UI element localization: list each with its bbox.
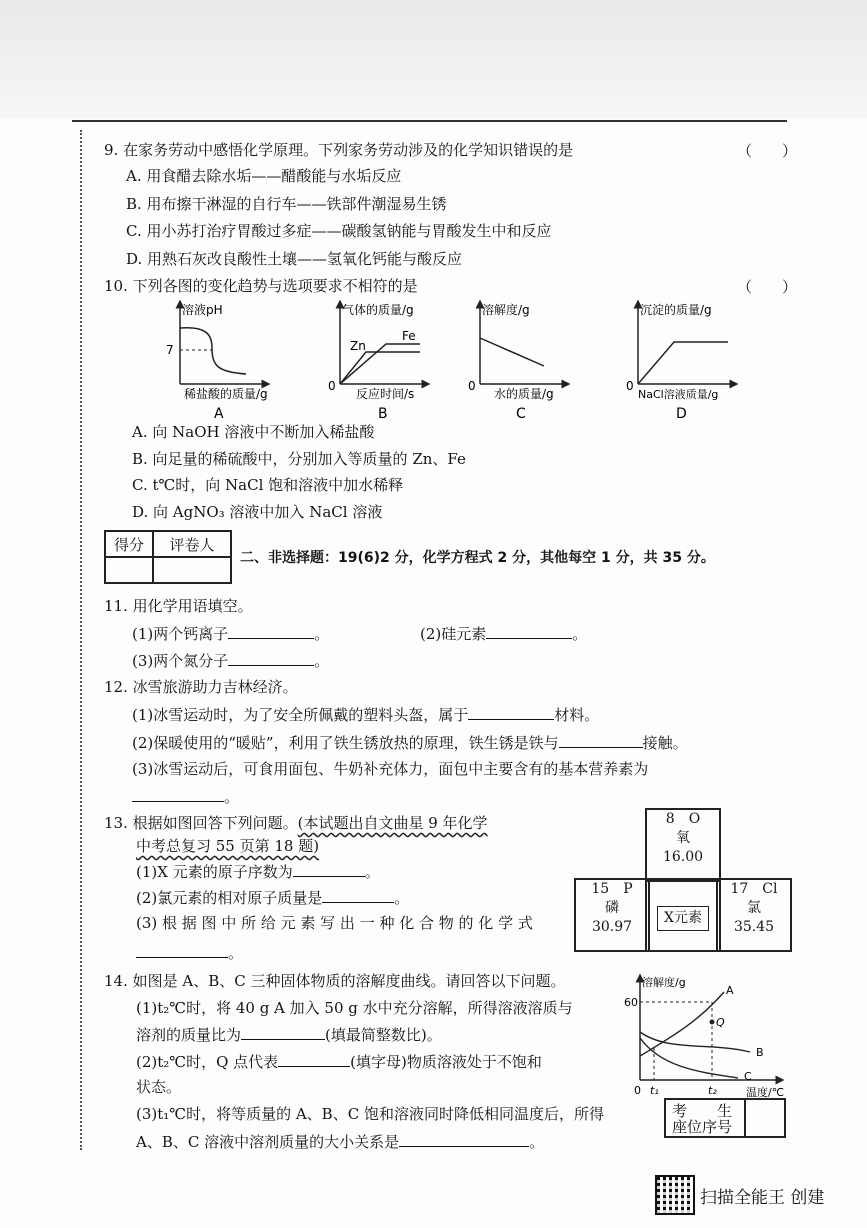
q13-source-note-1: (本试题出自文曲星 9 年化学 bbox=[297, 814, 488, 832]
q14-part2-text: (2)t₂℃时，Q 点代表 bbox=[136, 1053, 279, 1071]
oxygen-number-symbol: 8 O bbox=[665, 811, 701, 827]
q14-part3-blank[interactable] bbox=[399, 1131, 529, 1147]
q12-part3-blank[interactable] bbox=[132, 786, 224, 802]
score-cell[interactable] bbox=[105, 557, 153, 583]
q12-part2 bbox=[132, 732, 688, 753]
graph-c-letter: C bbox=[516, 406, 526, 422]
q9-answer-paren[interactable]: （ ） bbox=[737, 142, 798, 160]
q13-stem-text: 13. 根据如图回答下列问题。 bbox=[104, 814, 298, 832]
q11-part2-text: (2)硅元素 bbox=[420, 625, 487, 643]
qr-code-icon bbox=[655, 1175, 695, 1215]
oxygen-mass: 16.00 bbox=[662, 849, 704, 865]
q13-part1-end: 。 bbox=[364, 863, 380, 881]
q9-option-d: D. 用熟石灰改良酸性土壤——氢氧化钙能与酸反应 bbox=[126, 250, 463, 268]
element-x-cell bbox=[645, 878, 721, 952]
graph-a bbox=[166, 302, 268, 422]
seat-label-line1: 考 生 bbox=[672, 1102, 733, 1120]
q9-option-a: A. 用食醋去除水垢——醋酸能与水垢反应 bbox=[126, 167, 402, 185]
q12-part1-text: (1)冰雪运动时，为了安全所佩戴的塑料头盔，属于 bbox=[132, 706, 469, 724]
q13-part3: (3) 根 据 图 中 所 给 元 素 写 出 一 种 化 合 物 的 化 学 式 bbox=[136, 914, 533, 932]
q14-part1-line1: (1)t₂℃时，将 40 g A 加入 50 g 水中充分溶解，所得溶液溶质与 bbox=[136, 999, 573, 1017]
curve-c-label: C bbox=[744, 1070, 752, 1083]
point-q bbox=[710, 1020, 715, 1025]
graph-b-origin: 0 bbox=[328, 379, 336, 393]
q12-part2-tail: 接触。 bbox=[642, 734, 688, 752]
graph-c-xlabel: 水的质量/g bbox=[494, 387, 554, 401]
curve-b bbox=[640, 1032, 750, 1052]
q12-part1 bbox=[132, 704, 599, 725]
graph-b bbox=[328, 302, 426, 422]
q12-part1-tail: 材料。 bbox=[554, 706, 600, 724]
q13-source-note-2: 中考总复习 55 页第 18 题) bbox=[136, 837, 320, 855]
graph-d-line bbox=[638, 342, 728, 384]
seat-label-line2: 座位序号 bbox=[672, 1118, 733, 1136]
q13-part2-text: (2)氯元素的相对原子质量是 bbox=[136, 889, 323, 907]
graph-b-zn-line bbox=[340, 352, 420, 384]
q14-part2-line1 bbox=[136, 1051, 542, 1072]
solubility-xlabel: 温度/℃ bbox=[746, 1086, 785, 1099]
graph-d-letter: D bbox=[676, 406, 687, 422]
q10-option-d: D. 向 AgNO₃ 溶液中加入 NaCl 溶液 bbox=[132, 503, 383, 521]
graph-d-xlabel: NaCl溶液质量/g bbox=[638, 388, 719, 401]
header-rule bbox=[72, 120, 787, 122]
graph-b-letter: B bbox=[378, 406, 388, 422]
q12-part3: (3)冰雪运动后，可食用面包、牛奶补充体力，面包中主要含有的基本营养素为 bbox=[132, 760, 649, 778]
q14-part3-line1: (3)t₁℃时，将等质量的 A、B、C 饱和溶液同时降低相同温度后，所得 bbox=[136, 1105, 604, 1123]
q12-part3-answer bbox=[132, 786, 239, 807]
curve-c bbox=[640, 1038, 738, 1078]
chlorine-mass: 35.45 bbox=[733, 919, 775, 935]
graph-a-xlabel: 稀盐酸的质量/g bbox=[184, 387, 268, 401]
graph-c-ylabel: 溶解度/g bbox=[482, 303, 530, 317]
q9-option-c: C. 用小苏打治疗胃酸过多症——碳酸氢钠能与胃酸发生中和反应 bbox=[126, 222, 552, 240]
q10-answer-paren[interactable]: （ ） bbox=[737, 278, 798, 296]
score-box bbox=[104, 530, 232, 584]
q12-part2-text: (2)保暖使用的“暖贴”，利用了铁生锈放热的原理，铁生锈是铁与 bbox=[132, 734, 559, 752]
q11-part1 bbox=[132, 623, 329, 644]
q14-part3-line2 bbox=[136, 1131, 544, 1152]
q10-option-c: C. t℃时，向 NaCl 饱和溶液中加水稀释 bbox=[132, 476, 404, 494]
q10-graphs bbox=[160, 300, 760, 426]
graph-c bbox=[468, 302, 566, 422]
graph-b-ylabel: 气体的质量/g bbox=[342, 303, 414, 317]
binding-margin-line bbox=[80, 130, 82, 1150]
q14-part3-end: 。 bbox=[529, 1133, 545, 1151]
q10-option-a: A. 向 NaOH 溶液中不断加入稀盐酸 bbox=[132, 423, 375, 441]
graph-c-origin: 0 bbox=[468, 379, 476, 393]
oxygen-name: 氧 bbox=[676, 830, 690, 846]
seat-label bbox=[665, 1099, 745, 1137]
q14-part2-blank[interactable] bbox=[278, 1051, 350, 1067]
q14-part1-line2 bbox=[136, 1024, 442, 1045]
q11-part2 bbox=[420, 623, 587, 644]
curve-b-label: B bbox=[756, 1046, 764, 1059]
q11-part3-text: (3)两个氮分子 bbox=[132, 652, 229, 670]
graph-d-origin: 0 bbox=[626, 379, 634, 393]
q11-part3 bbox=[132, 650, 329, 671]
q10-option-b: B. 向足量的稀硫酸中，分别加入等质量的 Zn、Fe bbox=[132, 450, 466, 468]
q11-part2-blank[interactable] bbox=[486, 623, 572, 639]
graph-a-tick: 7 bbox=[166, 343, 174, 357]
q11-part3-blank[interactable] bbox=[228, 650, 314, 666]
element-chlorine-cell bbox=[716, 878, 792, 952]
section-2-header: 二、非选择题：19(6)2 分，化学方程式 2 分，其他每空 1 分，共 35 分。 bbox=[240, 550, 715, 566]
grader-cell[interactable] bbox=[153, 557, 231, 583]
q13-part2 bbox=[136, 887, 409, 908]
q11-part1-end: 。 bbox=[314, 625, 330, 643]
phosphorus-number-symbol: 15 P bbox=[591, 881, 633, 897]
q11-stem: 11. 用化学用语填空。 bbox=[104, 597, 253, 615]
element-x-label: X元素 bbox=[657, 906, 709, 931]
q12-part1-blank[interactable] bbox=[468, 704, 554, 720]
q14-part3-text: A、B、C 溶液中溶剂质量的大小关系是 bbox=[136, 1133, 400, 1151]
scanner-watermark: 扫描全能王 创建 bbox=[700, 1188, 825, 1208]
graph-d-ylabel: 沉淀的质量/g bbox=[640, 303, 712, 317]
chlorine-name: 氯 bbox=[747, 900, 761, 916]
element-oxygen-cell bbox=[645, 808, 721, 882]
q12-part2-blank[interactable] bbox=[559, 732, 643, 748]
q11-part2-end: 。 bbox=[572, 625, 588, 643]
q14-part2-tail: (填字母)物质溶液处于不饱和 bbox=[350, 1053, 542, 1071]
q13-part2-end: 。 bbox=[394, 889, 410, 907]
seat-number-box bbox=[664, 1098, 786, 1138]
q11-part1-blank[interactable] bbox=[228, 623, 314, 639]
seat-number-cell[interactable] bbox=[745, 1099, 785, 1137]
q11-part3-end: 。 bbox=[314, 652, 330, 670]
solubility-curve-graph bbox=[620, 972, 790, 1100]
q9-stem: 9. 在家务劳动中感悟化学原理。下列家务劳动涉及的化学知识错误的是 bbox=[104, 141, 574, 159]
q10-stem: 10. 下列各图的变化趋势与选项要求不相符的是 bbox=[104, 277, 418, 295]
q14-stem: 14. 如图是 A、B、C 三种固体物质的溶解度曲线。请回答以下问题。 bbox=[104, 972, 566, 990]
tick-t2: t₂ bbox=[708, 1084, 717, 1097]
graph-a-curve bbox=[180, 328, 246, 374]
phosphorus-mass: 30.97 bbox=[591, 919, 633, 935]
q13-part2-blank[interactable] bbox=[322, 887, 394, 903]
q13-stem bbox=[104, 813, 488, 833]
q13-part3-answer bbox=[136, 942, 243, 963]
solubility-ylabel: 溶解度/g bbox=[642, 976, 686, 989]
q12-stem: 12. 冰雪旅游助力吉林经济。 bbox=[104, 678, 298, 696]
grader-label: 评卷人 bbox=[153, 531, 231, 557]
q13-source-line-2 bbox=[136, 836, 319, 856]
point-q-label: Q bbox=[716, 1016, 725, 1029]
q14-part1-tail: (填最简整数比)。 bbox=[325, 1026, 442, 1044]
q13-part3-end: 。 bbox=[228, 944, 244, 962]
q14-part1-blank[interactable] bbox=[241, 1024, 325, 1040]
solubility-tick-60: 60 bbox=[624, 996, 638, 1009]
graph-d bbox=[626, 302, 734, 422]
q9-option-b: B. 用布擦干淋湿的自行车——铁部件潮湿易生锈 bbox=[126, 195, 447, 213]
chlorine-number-symbol: 17 Cl bbox=[730, 881, 778, 897]
q13-part1-text: (1)X 元素的原子序数为 bbox=[136, 863, 293, 881]
phosphorus-name: 磷 bbox=[605, 900, 619, 916]
q13-part3-blank[interactable] bbox=[136, 942, 228, 958]
graph-c-line bbox=[480, 338, 544, 366]
q13-part1 bbox=[136, 861, 380, 882]
graph-b-xlabel: 反应时间/s bbox=[356, 387, 415, 401]
q14-part2-line2: 状态。 bbox=[136, 1078, 182, 1096]
q11-part1-text: (1)两个钙离子 bbox=[132, 625, 229, 643]
score-label: 得分 bbox=[105, 531, 153, 557]
curve-a-label: A bbox=[726, 984, 734, 997]
tick-t1: t₁ bbox=[650, 1084, 659, 1097]
graph-a-letter: A bbox=[214, 406, 224, 422]
graph-b-series-fe: Fe bbox=[402, 329, 416, 343]
q13-part1-blank[interactable] bbox=[293, 861, 365, 877]
q14-part1-text: 溶剂的质量比为 bbox=[136, 1026, 242, 1044]
q12-part3-end: 。 bbox=[224, 788, 240, 806]
graph-a-ylabel: 溶液pH bbox=[182, 303, 223, 317]
element-phosphorus-cell bbox=[574, 878, 650, 952]
page-top-shade bbox=[0, 0, 867, 118]
solubility-origin: 0 bbox=[634, 1084, 641, 1097]
graph-b-series-zn: Zn bbox=[350, 339, 366, 353]
